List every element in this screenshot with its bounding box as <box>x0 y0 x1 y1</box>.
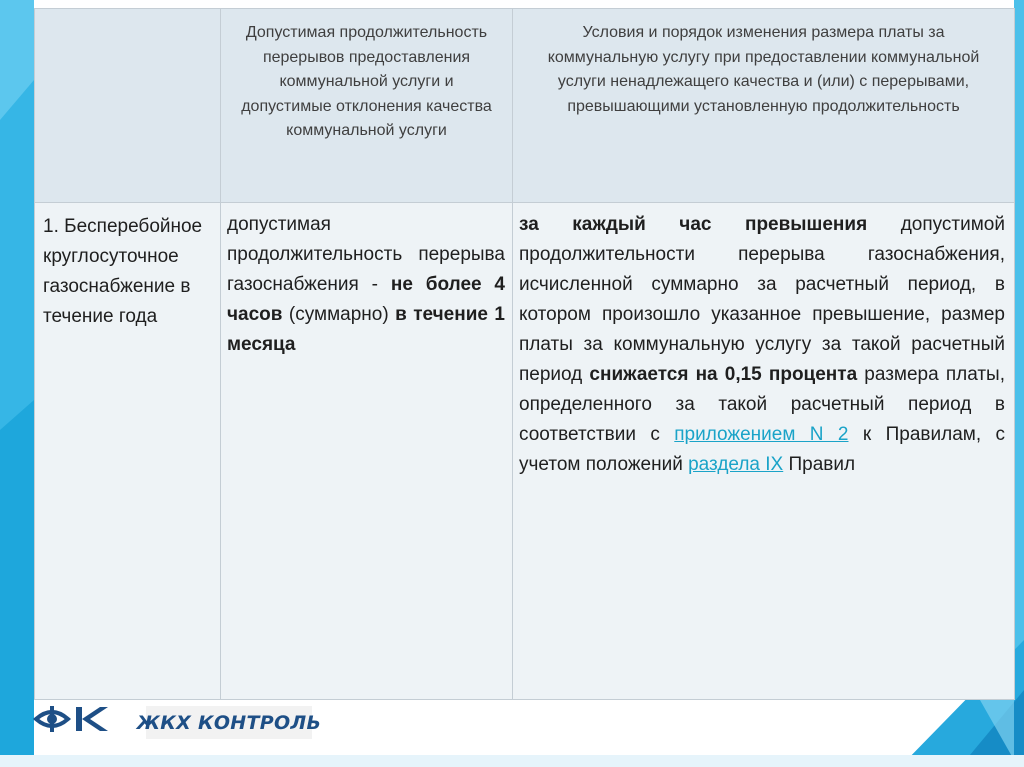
conditions-bold-1: за каждый час превышения <box>519 214 868 235</box>
duration-bold-2: в течение 1 месяца <box>227 304 505 355</box>
conditions-text-1: допустимой продолжительности перерыва газоснабжения, исчисленной суммарно за расчетный период, в котором произошло указанное превышение, размер платы за коммунальную услугу за такой расчетный период <box>519 214 1005 385</box>
company-logo <box>34 704 118 739</box>
conditions-text-4: Правил <box>783 454 856 475</box>
row1-cell-conditions <box>513 203 1015 700</box>
conditions-text-3: к Правилам, с учетом положений <box>519 424 1006 475</box>
duration-bold-1: не более 4 часов <box>227 274 505 325</box>
row1-conditions-text <box>514 204 1013 480</box>
section-ix-link[interactable]: раздела IX <box>688 454 784 475</box>
conditions-text-2: размера платы, определенного за такой расчетный период в соответствии с <box>519 364 1005 445</box>
header-cell-empty <box>35 9 221 203</box>
duration-text-2: (суммарно) <box>282 304 396 325</box>
duration-text-1: допустимая продолжительность перерыва газоснабжения - <box>227 214 505 295</box>
row1-duration-text <box>222 204 511 360</box>
row1-service-text: 1. Бесперебойное круглосуточное газоснабжение в течение года <box>43 216 203 327</box>
conditions-bold-2: снижается на 0,15 процента <box>589 364 858 385</box>
row1-cell-duration <box>221 203 513 700</box>
brand-badge <box>136 706 322 739</box>
header-col2-text: Допустимая продолжительность перерывов предоставления коммунальной услуги и допустимые отклонения качества коммунальной услуги <box>241 24 492 139</box>
header-cell-duration <box>221 9 513 203</box>
eye-logo-icon <box>34 704 118 734</box>
left-cyan-facet-lower <box>0 400 34 767</box>
row1-cell-service <box>35 203 221 700</box>
header-col3-text: Условия и порядок изменения размера платы за коммунальную услугу при предоставлении коммунальной услуги ненадлежащего качества и (или) с перерывами, превышающими установленную продолжительность <box>547 24 980 115</box>
brand-name: ЖКХ КОНТРОЛЬ <box>136 711 322 734</box>
logo-letters: ФК <box>118 734 120 735</box>
header-col1-text <box>36 10 219 21</box>
bottom-strip <box>0 755 1024 767</box>
appendix-2-link[interactable]: приложением N 2 <box>674 424 849 445</box>
table-header-row <box>35 9 1015 203</box>
header-cell-conditions <box>513 9 1015 203</box>
gas-supply-quality-table <box>34 8 1015 700</box>
table-row <box>35 203 1015 700</box>
